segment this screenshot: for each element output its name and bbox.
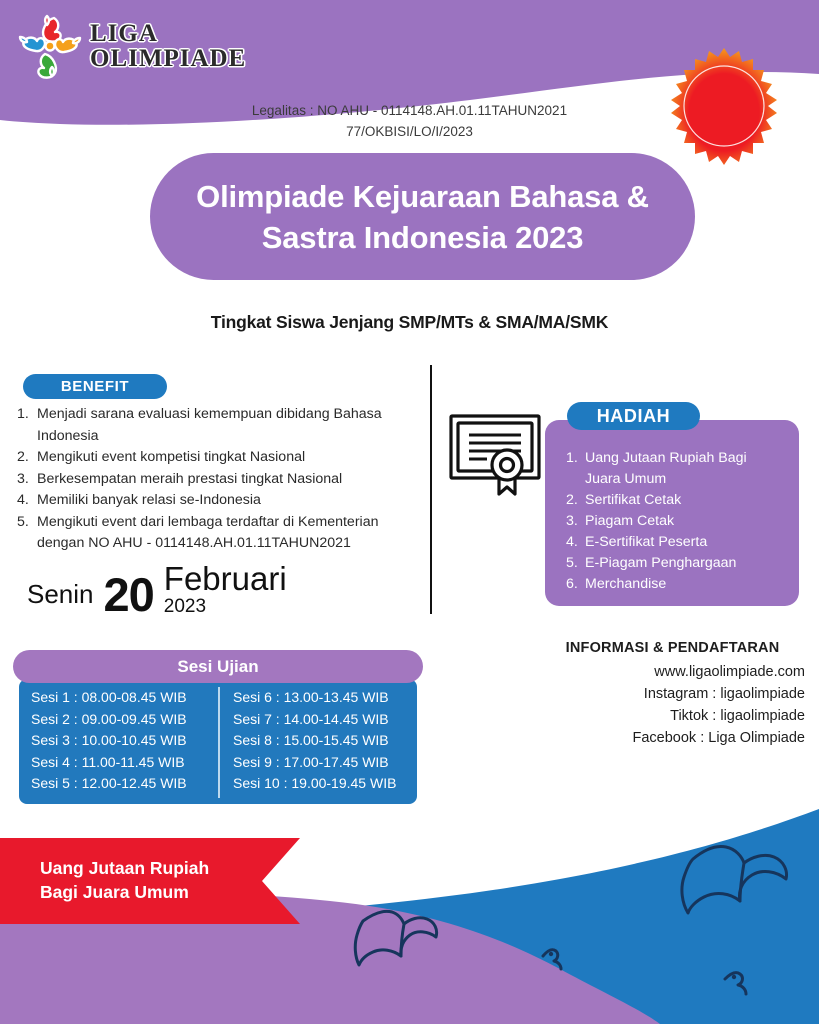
ribbon-line-2: Bagi Juara Umum [40,882,189,902]
list-item-number: 6. [566,576,578,592]
list-item [17,512,427,555]
list-item-number: 2. [566,492,578,508]
table-row: Sesi 4 : 11.00-11.45 WIB [31,753,185,770]
tiktok-handle[interactable]: Tiktok : ligaolimpiade [670,708,805,724]
subtitle-level: Tingkat Siswa Jenjang SMP/MTs & SMA/MA/SMK [210,312,609,332]
hadiah-list [566,448,786,595]
table-row: Sesi 5 : 12.00-12.45 WIB [31,775,187,791]
informasi-heading: INFORMASI & PENDAFTARAN [565,640,780,656]
table-row: Sesi 3 : 10.00-10.45 WIB [31,732,187,748]
event-month: Februari [163,560,287,597]
list-item-number: 1. [566,450,578,466]
page-title [196,176,649,258]
list-item-number: 4. [566,534,578,550]
flame-cluster-logo-icon [14,10,86,82]
list-item [566,553,786,574]
title-line-2: Sastra Indonesia 2023 [261,219,584,255]
list-item [566,532,786,553]
list-item [17,490,427,512]
main-title-pill [150,153,695,280]
list-item-number: 5. [566,555,578,571]
instagram-handle[interactable]: Instagram : ligaolimpiade [643,686,805,702]
logo-line-2: OLIMPIADE [90,45,247,72]
table-row: Sesi 10 : 19.00-19.45 WIB [233,775,397,791]
legalitas-line-1: Legalitas : NO AHU - 0114148.AH.01.11TAHUN2021 [251,103,568,118]
list-item-label: Uang Jutaan Rupiah Bagi Juara Umum [585,450,747,487]
hadiah-heading-pill: HADIAH [567,402,700,430]
title-line-1: Olimpiade Kejuaraan Bahasa & [196,178,649,214]
list-item [17,404,427,447]
list-item-number: 1. [17,406,29,422]
list-item [17,447,427,469]
list-item-label: Memiliki banyak relasi se-Indonesia [37,492,261,508]
list-item-number: 2. [17,449,29,465]
list-item [566,490,786,511]
website-link[interactable]: www.ligaolimpiade.com [654,664,805,680]
ribbon-line-1: Uang Jutaan Rupiah [40,858,210,878]
list-item-label: E-Piagam Penghargaan [585,555,737,571]
sesi-column-right [218,687,417,798]
logo-line-1: LIGA [90,20,158,47]
brand-logo-text [90,21,246,71]
list-item-label: Sertifikat Cetak [585,492,682,508]
benefit-heading-pill: BENEFIT [23,374,167,399]
sesi-ujian-table [19,679,417,804]
list-item-label: E-Sertifikat Peserta [585,534,708,550]
list-item-number: 3. [566,513,578,529]
table-row: Sesi 2 : 09.00-09.45 WIB [31,710,187,727]
list-item-label: Piagam Cetak [585,513,675,529]
free-olympiad-starburst-badge [664,46,784,166]
table-row: Sesi 7 : 14.00-14.45 WIB [233,710,389,727]
table-row: Sesi 8 : 15.00-15.45 WIB [233,732,389,748]
list-item-label: Mengikuti event dari lembaga terdaftar di Kementerian dengan NO AHU - 0114148.AH.01.11TAHUN2021 [37,513,379,551]
list-item-label: Berkesempatan meraih prestasi tingkat Nasional [37,470,343,487]
event-date [27,556,427,621]
list-item [566,574,786,595]
prize-ribbon-text [40,856,209,904]
facebook-handle[interactable]: Facebook : Liga Olimpiade [632,730,805,746]
event-year: 2023 [163,596,207,617]
event-day-name: Senin [27,579,94,609]
legalitas-line-2: 77/OKBISI/LO/I/2023 [346,124,473,139]
sesi-ujian-heading: Sesi Ujian [13,650,423,683]
list-item-number: 4. [17,492,29,508]
event-day-number: 20 [103,568,154,621]
vertical-divider [430,365,432,614]
sesi-column-left [19,687,218,798]
list-item [566,448,786,490]
informasi-pendaftaran-block [540,640,805,749]
list-item [566,511,786,532]
list-item-label: Merchandise [585,576,667,592]
list-item-label: Menjadi sarana evaluasi kemempuan dibidang Bahasa Indonesia [37,406,382,444]
benefit-list [17,404,427,555]
list-item-number: 3. [17,470,29,487]
table-row: Sesi 6 : 13.00-13.45 WIB [233,689,389,705]
list-item-number: 5. [17,513,29,530]
certificate-award-icon [447,410,543,500]
table-row: Sesi 1 : 08.00-08.45 WIB [31,689,187,705]
table-row: Sesi 9 : 17.00-17.45 WIB [233,753,389,770]
brand-logo [14,10,247,82]
list-item-label: Mengikuti event kompetisi tingkat Nasional [37,449,306,465]
list-item [17,469,427,491]
